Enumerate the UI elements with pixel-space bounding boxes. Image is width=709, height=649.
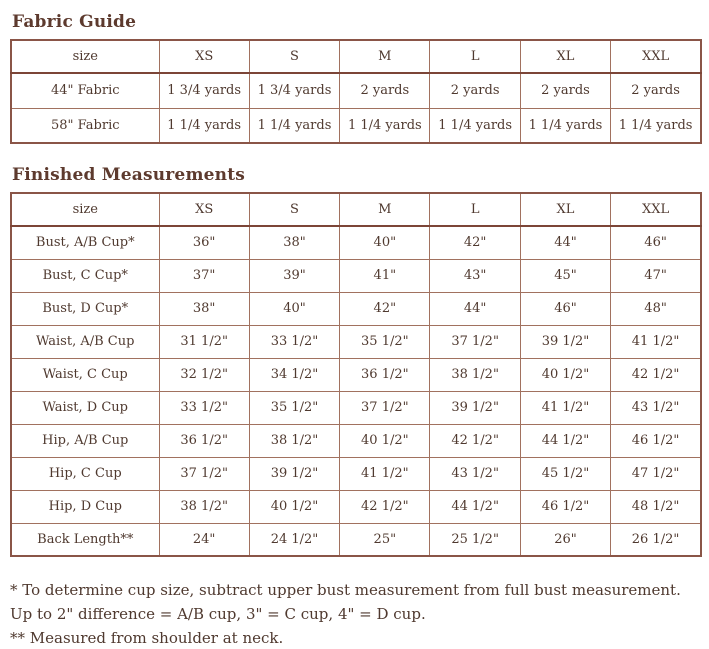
size-column-header: XXL <box>611 40 701 73</box>
row-label-cell: Bust, C Cup* <box>11 259 159 292</box>
size-label-header: size <box>11 193 159 226</box>
value-cell: 40" <box>249 292 339 325</box>
value-cell: 37 1/2" <box>340 391 430 424</box>
fabric-guide-title: Fabric Guide <box>12 12 137 32</box>
row-label-cell: Waist, A/B Cup <box>11 325 159 358</box>
value-cell: 40" <box>340 226 430 259</box>
value-cell: 34 1/2" <box>249 358 339 391</box>
header-row <box>11 193 701 226</box>
row-label-cell: Hip, C Cup <box>11 457 159 490</box>
value-cell: 2 yards <box>430 73 520 108</box>
value-cell: 26" <box>520 523 610 556</box>
table-row <box>11 358 701 391</box>
value-cell: 1 3/4 yards <box>249 73 339 108</box>
value-cell: 2 yards <box>611 73 701 108</box>
value-cell: 31 1/2" <box>159 325 249 358</box>
size-column-header: XL <box>520 40 610 73</box>
value-cell: 41" <box>340 259 430 292</box>
value-cell: 39" <box>249 259 339 292</box>
value-cell: 42 1/2" <box>611 358 701 391</box>
value-cell: 43 1/2" <box>611 391 701 424</box>
value-cell: 46 1/2" <box>611 424 701 457</box>
table-row <box>11 73 701 108</box>
value-cell: 48 1/2" <box>611 490 701 523</box>
value-cell: 46" <box>520 292 610 325</box>
value-cell: 42" <box>430 226 520 259</box>
table-row <box>11 457 701 490</box>
size-label-header: size <box>11 40 159 73</box>
value-cell: 36" <box>159 226 249 259</box>
table-row <box>11 490 701 523</box>
table-row <box>11 325 701 358</box>
value-cell: 42" <box>340 292 430 325</box>
value-cell: 38 1/2" <box>159 490 249 523</box>
value-cell: 1 1/4 yards <box>249 108 339 143</box>
size-column-header: M <box>340 193 430 226</box>
row-label-cell: Bust, A/B Cup* <box>11 226 159 259</box>
value-cell: 45 1/2" <box>520 457 610 490</box>
row-label-cell: Waist, C Cup <box>11 358 159 391</box>
value-cell: 40 1/2" <box>520 358 610 391</box>
value-cell: 36 1/2" <box>159 424 249 457</box>
table-row <box>11 259 701 292</box>
value-cell: 44" <box>430 292 520 325</box>
table-row <box>11 523 701 556</box>
header-row <box>11 40 701 73</box>
value-cell: 47 1/2" <box>611 457 701 490</box>
row-label-cell: Waist, D Cup <box>11 391 159 424</box>
table-row <box>11 292 701 325</box>
footnote-cup-size: * To determine cup size, subtract upper bust measurement from full bust measurement. Up to 2" difference = A/B cup, 3" = C cup, 4" = D cup. <box>10 581 681 623</box>
value-cell: 38" <box>249 226 339 259</box>
row-label-cell: Hip, D Cup <box>11 490 159 523</box>
value-cell: 39 1/2" <box>249 457 339 490</box>
size-column-header: XL <box>520 193 610 226</box>
finished-measurements-table <box>10 192 702 557</box>
size-column-header: S <box>249 40 339 73</box>
value-cell: 41 1/2" <box>611 325 701 358</box>
value-cell: 46 1/2" <box>520 490 610 523</box>
value-cell: 1 1/4 yards <box>340 108 430 143</box>
value-cell: 39 1/2" <box>430 391 520 424</box>
value-cell: 33 1/2" <box>159 391 249 424</box>
value-cell: 47" <box>611 259 701 292</box>
value-cell: 24 1/2" <box>249 523 339 556</box>
size-column-header: M <box>340 40 430 73</box>
value-cell: 40 1/2" <box>340 424 430 457</box>
size-column-header: XS <box>159 40 249 73</box>
size-column-header: L <box>430 193 520 226</box>
value-cell: 42 1/2" <box>340 490 430 523</box>
table-row <box>11 226 701 259</box>
value-cell: 40 1/2" <box>249 490 339 523</box>
row-label-cell: Bust, D Cup* <box>11 292 159 325</box>
value-cell: 44 1/2" <box>520 424 610 457</box>
row-label-cell: 58" Fabric <box>11 108 159 143</box>
value-cell: 1 3/4 yards <box>159 73 249 108</box>
value-cell: 42 1/2" <box>430 424 520 457</box>
size-column-header: S <box>249 193 339 226</box>
value-cell: 41 1/2" <box>340 457 430 490</box>
size-column-header: L <box>430 40 520 73</box>
value-cell: 1 1/4 yards <box>430 108 520 143</box>
value-cell: 1 1/4 yards <box>611 108 701 143</box>
value-cell: 44" <box>520 226 610 259</box>
value-cell: 37 1/2" <box>159 457 249 490</box>
value-cell: 25 1/2" <box>430 523 520 556</box>
value-cell: 41 1/2" <box>520 391 610 424</box>
table-row <box>11 391 701 424</box>
value-cell: 1 1/4 yards <box>520 108 610 143</box>
value-cell: 38" <box>159 292 249 325</box>
value-cell: 46" <box>611 226 701 259</box>
value-cell: 32 1/2" <box>159 358 249 391</box>
value-cell: 36 1/2" <box>340 358 430 391</box>
value-cell: 24" <box>159 523 249 556</box>
value-cell: 37" <box>159 259 249 292</box>
value-cell: 43 1/2" <box>430 457 520 490</box>
finished-measurements-title: Finished Measurements <box>12 165 246 185</box>
size-column-header: XXL <box>611 193 701 226</box>
value-cell: 26 1/2" <box>611 523 701 556</box>
value-cell: 48" <box>611 292 701 325</box>
value-cell: 44 1/2" <box>430 490 520 523</box>
value-cell: 43" <box>430 259 520 292</box>
value-cell: 37 1/2" <box>430 325 520 358</box>
fabric-guide-table <box>10 39 702 144</box>
row-label-cell: Back Length** <box>11 523 159 556</box>
footnotes-block <box>10 578 705 649</box>
value-cell: 39 1/2" <box>520 325 610 358</box>
value-cell: 38 1/2" <box>430 358 520 391</box>
table-row <box>11 108 701 143</box>
table-row <box>11 424 701 457</box>
value-cell: 2 yards <box>340 73 430 108</box>
value-cell: 25" <box>340 523 430 556</box>
footnote-back-length: ** Measured from shoulder at neck. <box>10 629 284 647</box>
value-cell: 45" <box>520 259 610 292</box>
value-cell: 33 1/2" <box>249 325 339 358</box>
row-label-cell: Hip, A/B Cup <box>11 424 159 457</box>
value-cell: 35 1/2" <box>249 391 339 424</box>
value-cell: 1 1/4 yards <box>159 108 249 143</box>
value-cell: 35 1/2" <box>340 325 430 358</box>
value-cell: 2 yards <box>520 73 610 108</box>
size-column-header: XS <box>159 193 249 226</box>
row-label-cell: 44" Fabric <box>11 73 159 108</box>
value-cell: 38 1/2" <box>249 424 339 457</box>
